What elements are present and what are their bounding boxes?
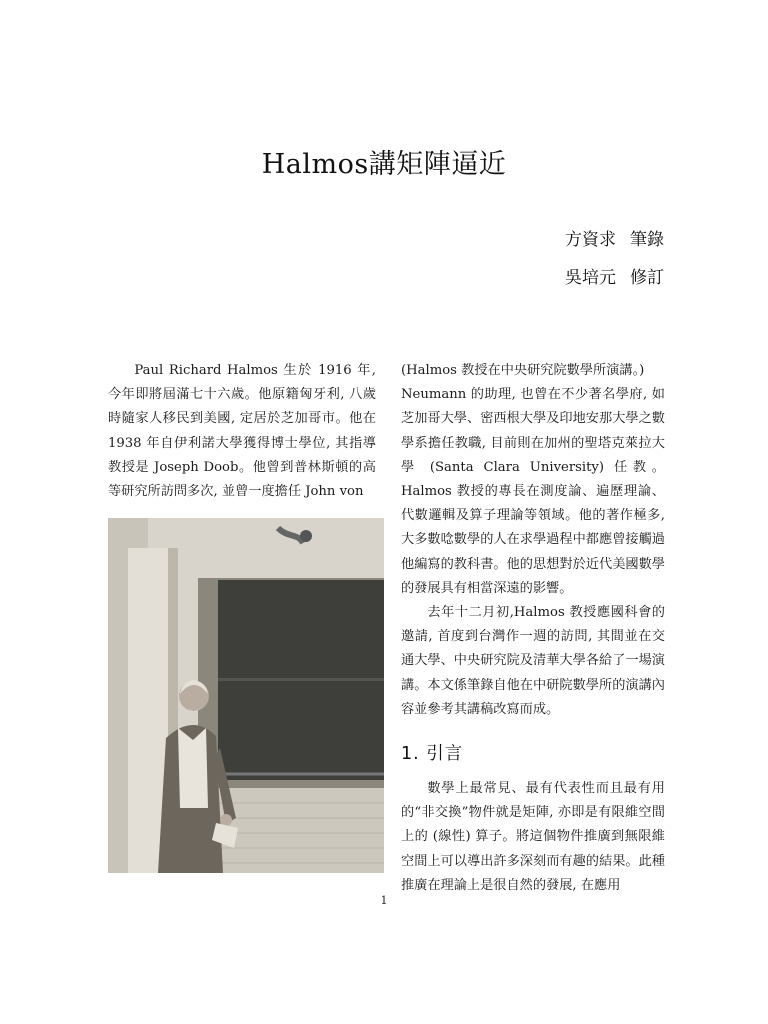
intro-paragraph: Paul Richard Halmos 生於 1916 年, 今年即將屆滿七十六歲。他原籍匈牙利, 八歲時隨家人移民到美國, 定居於芝加哥市。他在 1938 年自伊利諾大學獲得博士學位, 其指導教授是 Joseph Doob。他曾到普林斯頓的高等研究所訪問多次, 並曾一度擔任 John von	[108, 363, 376, 500]
credit-name: 方資求	[565, 230, 616, 250]
credit-role: 筆錄	[630, 230, 664, 250]
credit-transcriber	[444, 228, 664, 266]
right-column	[401, 359, 665, 898]
credits-block	[444, 228, 664, 304]
credit-reviser	[444, 266, 664, 304]
photo-illustration	[108, 518, 384, 873]
article-title: Halmos講矩陣逼近	[261, 149, 507, 180]
section-paragraph: 數學上最常見、最有代表性而且最有用的“非交換”物件就是矩陣, 亦即是有限維空間上的 (線性) 算子。將這個物件推廣到無限維空間上可以導出許多深刻而有趣的結果。此種推廣在理論上是很自然的發展, 在應用	[401, 781, 665, 893]
section-heading: 1. 引言	[401, 744, 464, 765]
credit-role: 修訂	[630, 268, 664, 288]
visit-paragraph: 去年十二月初,Halmos 教授應國科會的邀請, 首度到台灣作一週的訪問, 其間並在交通大學、中央研究院及清華大學各給了一場演講。本文係筆錄自他在中研院數學所的演講內容並參考其講稿改寫而成。	[401, 605, 665, 717]
halmos-lecture-photo	[108, 518, 384, 873]
left-column	[108, 359, 376, 504]
credit-name: 吳培元	[565, 268, 616, 288]
intro-paragraph-continued: Neumann 的助理, 也曾在不少著名學府, 如芝加哥大學、密西根大學及印地安那大學之數學系擔任教職, 目前則在加州的聖塔克萊拉大學 (Santa Clara University) 任教。Halmos 教授的專長在測度論、遍歷理論、代數邏輯及算子理論等領域。他的著作極多, 大多數唸數學的人在求學過程中都應曾接觸過他編寫的教科書。他的思想對於近代美國數學的發展具有相當深遠的影響。	[401, 387, 665, 596]
photo-caption: (Halmos 教授在中央研究院數學所演講。)	[401, 363, 645, 378]
page-number: 1	[380, 894, 388, 907]
